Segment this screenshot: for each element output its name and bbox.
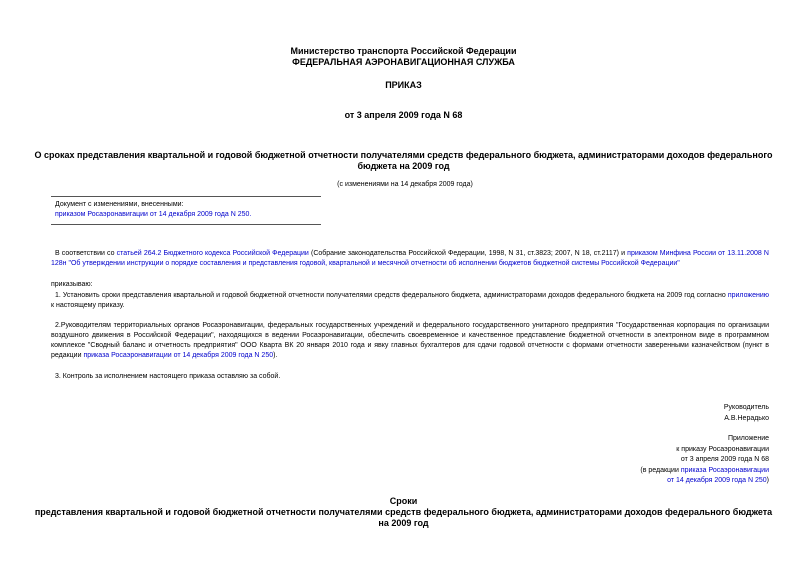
document-type: ПРИКАЗ (385, 80, 422, 90)
document-title-line1: О сроках представления квартальной и годовой бюджетной отчетности получателями средств федерального бюджета, администраторами доходов федерального (34, 150, 773, 160)
appendix-label: Приложение (727, 435, 769, 442)
ministry-name: Министерство транспорта Российской Федерации (290, 46, 517, 56)
signature-block (724, 403, 769, 424)
appendix-line4: от 14 декабря 2009 года N 250) (667, 477, 769, 484)
minfin-order-link[interactable]: приказом Минфина России от 13.11.2008 N 128н "Об утверждении инструкции о порядке составления и представления годовой, квартальной и месячной отчетности об исполнении бюджетов бюджетной системы Российской Федерации" (51, 250, 769, 267)
appendix-amendment-link[interactable]: приказа Росаэронавигации (680, 466, 769, 474)
order-word: приказываю: (51, 281, 93, 288)
appendix-line1: к приказу Росаэронавигации (676, 445, 769, 453)
changes-top-rule (51, 196, 321, 197)
appendix-reference (640, 434, 769, 487)
appendix-title-line1: Сроки (389, 496, 418, 506)
changes-bottom-rule (51, 224, 321, 225)
appendix-title-line3: на 2009 год (378, 518, 429, 528)
item-1: 1. Установить сроки представления квартальной и годовой бюджетной отчетности получателями средств федерального бюджета, администраторами доходов федерального бюджета на 2009 год согласно приложению к настоящему приказу. (51, 292, 769, 309)
signature-name: А.В.Нерадько (724, 414, 769, 422)
preamble-paragraph: В соответствии со статьей 264.2 Бюджетного кодекса Российской Федерации (Собрание законодательства Российской Федерации, 1998, N 31, ст.3823; 2007, N 18, ст.2117) и приказом Минфина России от 13.11.2008 N 128н "Об утверждении инструкции о порядке составления и представления годовой, квартальной и месячной отчетности об исполнении бюджетов бюджетной системы Российской Федерации" (51, 250, 769, 267)
appendix-line2: от 3 апреля 2009 года N 68 (680, 456, 769, 463)
document-date-number: от 3 апреля 2009 года N 68 (344, 110, 463, 120)
appendix-line3: (в редакции приказа Росаэронавигации (640, 466, 769, 474)
appendix-title-line2: представления квартальной и годовой бюджетной отчетности получателями средств федерального бюджета, администраторами доходов федерального бюджета (34, 507, 773, 517)
amendment-note: (с изменениями на 14 декабря 2009 года) (337, 181, 473, 188)
changes-link[interactable]: приказом Росаэронавигации от 14 декабря 2009 года N 250. (55, 211, 252, 218)
item-2: 2.Руководителям территориальных органов Росаэронавигации, федеральных государственных учреждений и федерального государственного унитарного предприятия "Государственная корпорация по организации воздушного движения в Российской Федерации", находящихся в ведении Росаэронавигации, обеспечить своевременное и качественное представление бюджетной отчетности в электронном виде в программном комплексе "Сводный баланс и отчетность предприятия" ООО Кварта ВК 20 января 2010 года и явку главных бухгалтеров для сдачи годовой отчетности с формами отчетности заверенными казначейством (пункт в редакции приказа Росаэронавигации от 14 декабря 2009 года N 250). (51, 322, 769, 359)
appendix-amendment-date-link[interactable]: от 14 декабря 2009 года N 250 (667, 477, 767, 484)
signature-position: Руководитель (723, 404, 769, 411)
document-title-line2: бюджета на 2009 год (357, 161, 450, 171)
amendment-order-link[interactable]: приказа Росаэронавигации от 14 декабря 2009 года N 250 (83, 352, 274, 359)
changes-label: Документ с изменениями, внесенными: (55, 201, 184, 208)
item-3: 3. Контроль за исполнением настоящего приказа оставляю за собой. (55, 373, 281, 380)
agency-name: ФЕДЕРАЛЬНАЯ АЭРОНАВИГАЦИОННАЯ СЛУЖБА (292, 57, 515, 67)
appendix-link[interactable]: приложению (727, 292, 769, 299)
budget-code-link[interactable]: статьей 264.2 Бюджетного кодекса Российской Федерации (116, 250, 309, 257)
